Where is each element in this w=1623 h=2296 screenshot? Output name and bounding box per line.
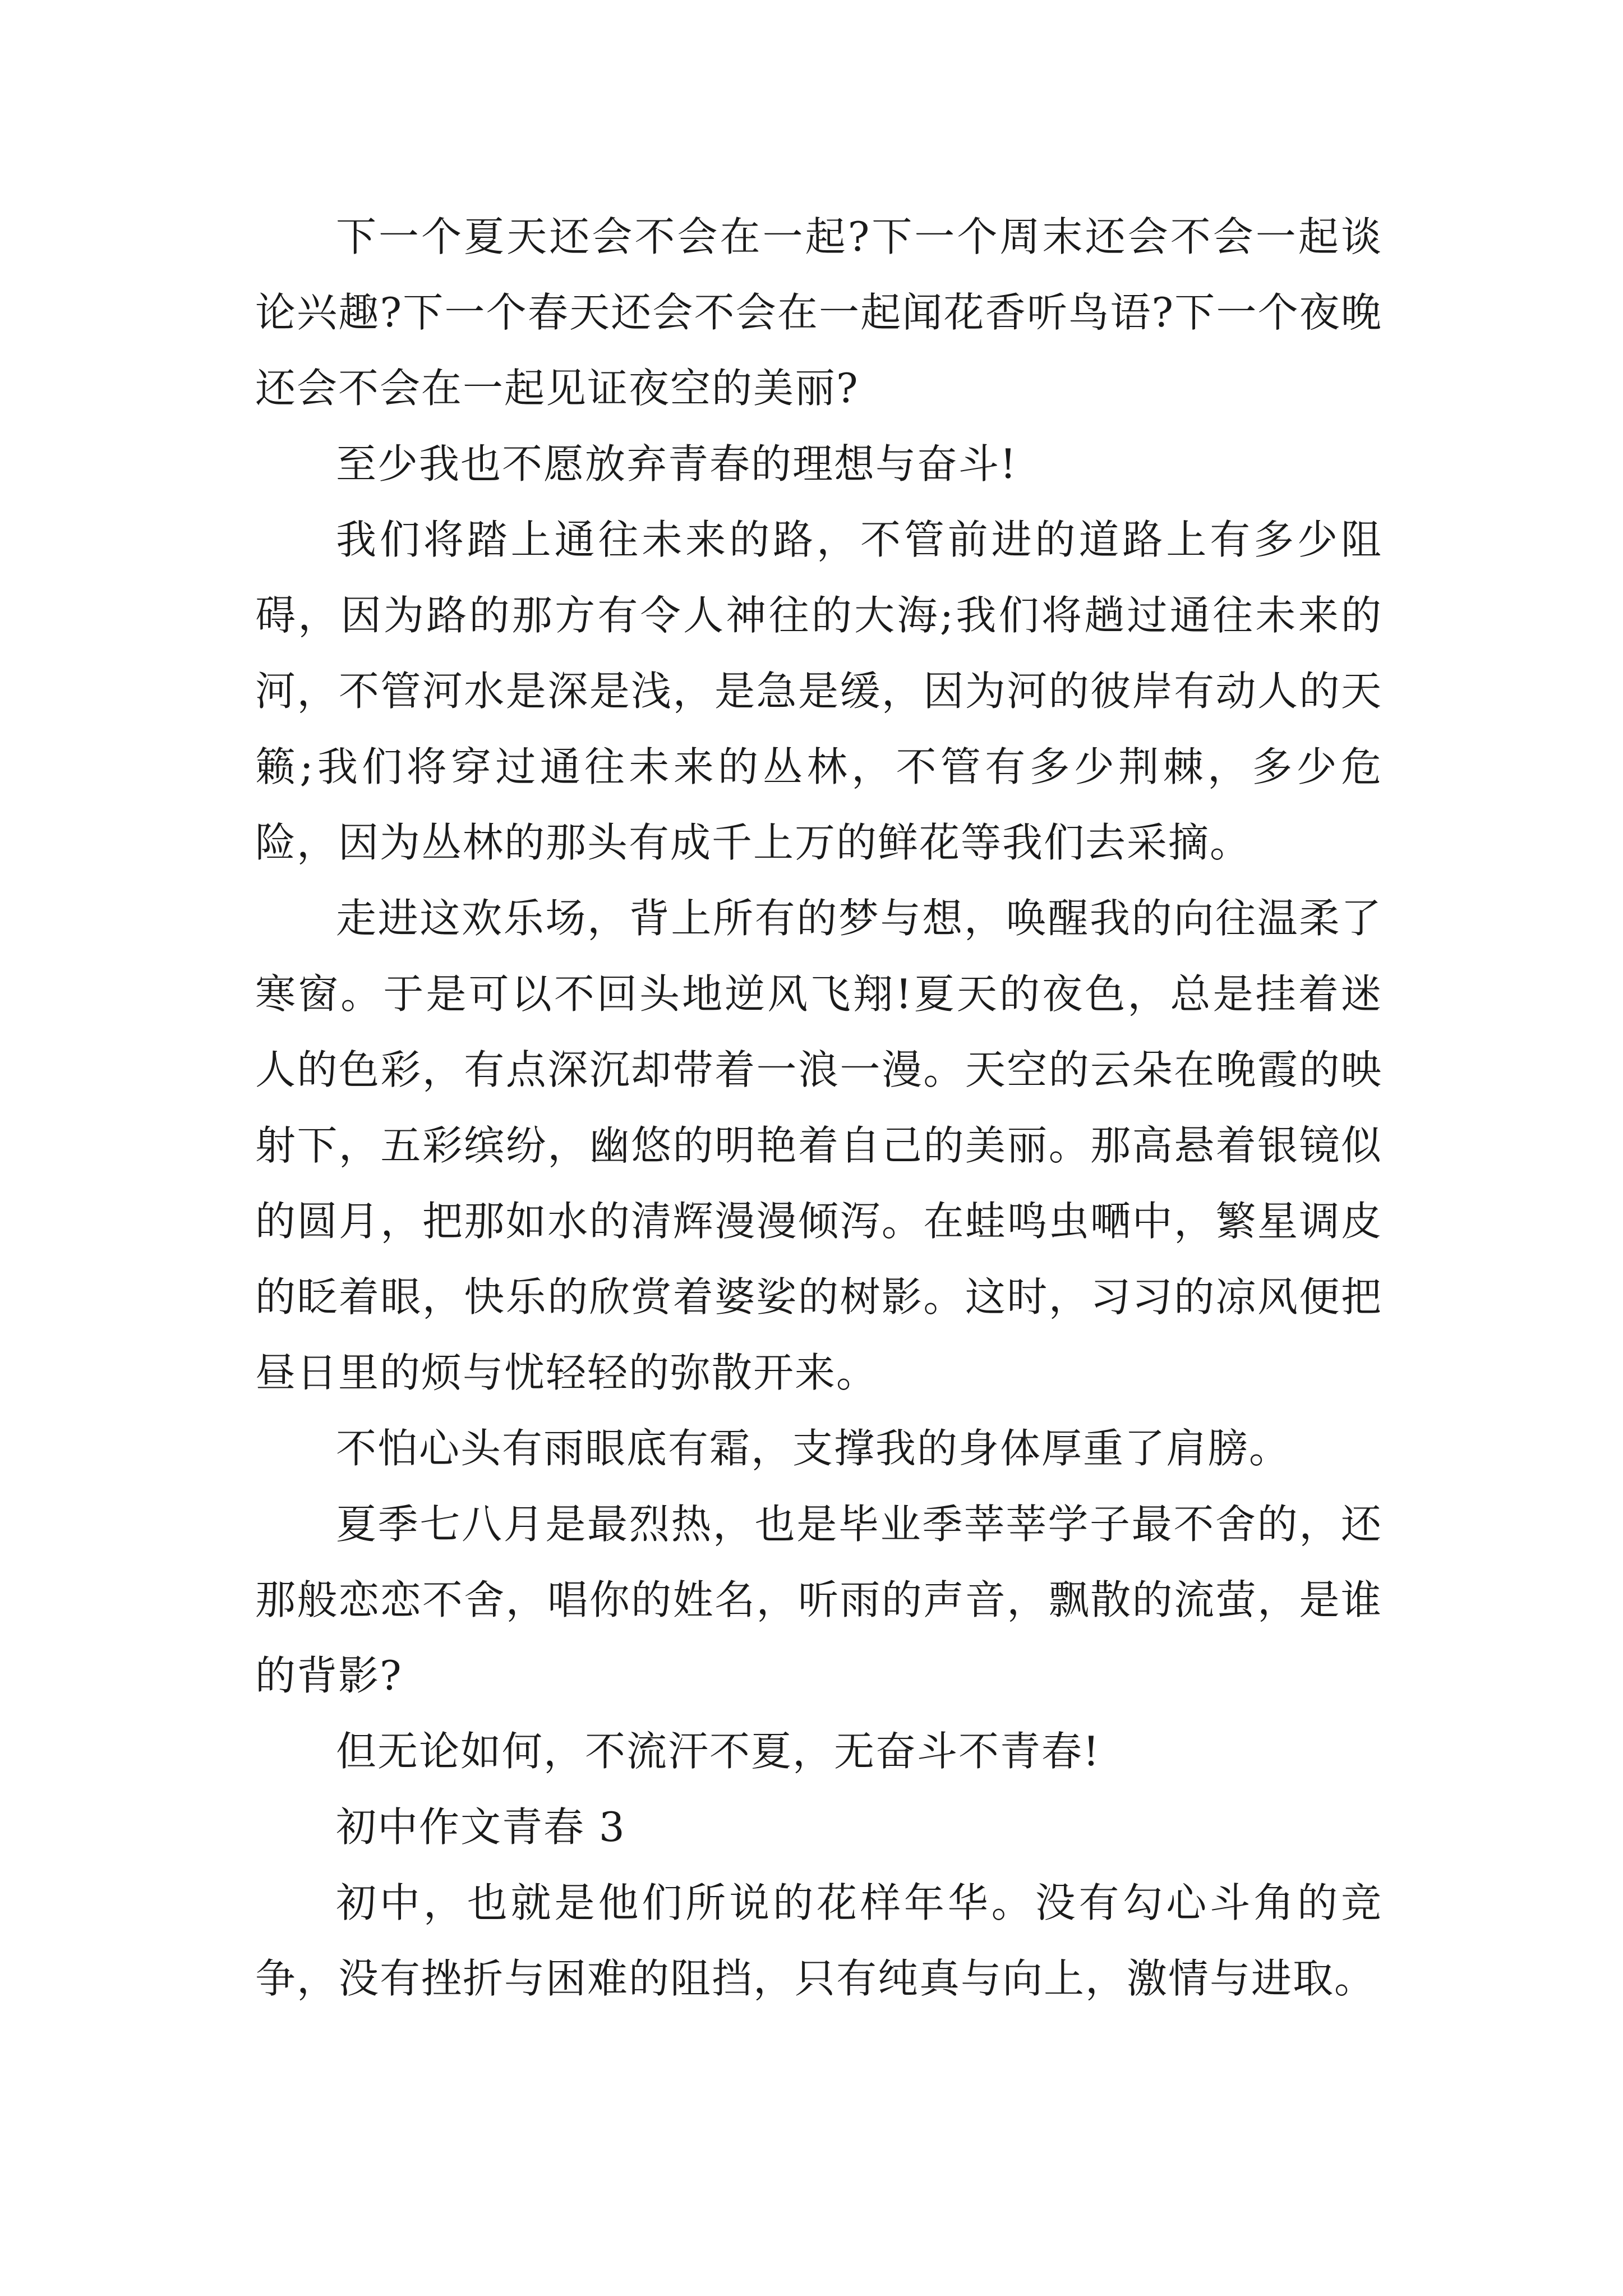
essay-body	[255, 199, 1382, 2017]
paragraph: 夏季七八月是最烈热，也是毕业季莘莘学子最不舍的，还那般恋恋不舍，唱你的姓名，听雨的声音，飘散的流萤，是谁的背影?	[255, 1501, 1382, 1699]
paragraph: 不怕心头有雨眼底有霜，支撑我的身体厚重了肩膀。	[336, 1425, 1291, 1472]
paragraph: 下一个夏天还会不会在一起?下一个周末还会不会一起谈论兴趣?下一个春天还会不会在一起闻花香听鸟语?下一个夜晚还会不会在一起见证夜空的美丽?	[255, 213, 1382, 412]
paragraph: 至少我也不愿放弃青春的理想与奋斗!	[336, 440, 1017, 487]
paragraph: 但无论如何，不流汗不夏，无奋斗不青春!	[336, 1728, 1100, 1775]
section-heading: 初中作文青春 3	[336, 1803, 626, 1851]
paragraph: 初中，也就是他们所说的花样年华。没有勾心斗角的竞争，没有挫折与困难的阻挡，只有纯真与向上，激情与进取。	[255, 1879, 1382, 2002]
paragraph: 我们将踏上通往未来的路，不管前进的道路上有多少阻碍，因为路的那方有令人神往的大海;我们将趟过通往未来的河，不管河水是深是浅，是急是缓，因为河的彼岸有动人的天籁;我们将穿过通往未来的丛林，不管有多少荆棘，多少危险，因为丛林的那头有成千上万的鲜花等我们去采摘。	[255, 516, 1382, 866]
paragraph: 走进这欢乐场，背上所有的梦与想，唤醒我的向往温柔了寒窗。于是可以不回头地逆风飞翔!夏天的夜色，总是挂着迷人的色彩，有点深沉却带着一浪一漫。天空的云朵在晚霞的映射下，五彩缤纷，幽悠的明艳着自己的美丽。那高悬着银镜似的圆月，把那如水的清辉漫漫倾泻。在蛙鸣虫嗮中，繁星调皮的眨着眼，快乐的欣赏着婆娑的树影。这时，习习的凉风便把昼日里的烦与忧轻轻的弥散开来。	[255, 895, 1382, 1396]
